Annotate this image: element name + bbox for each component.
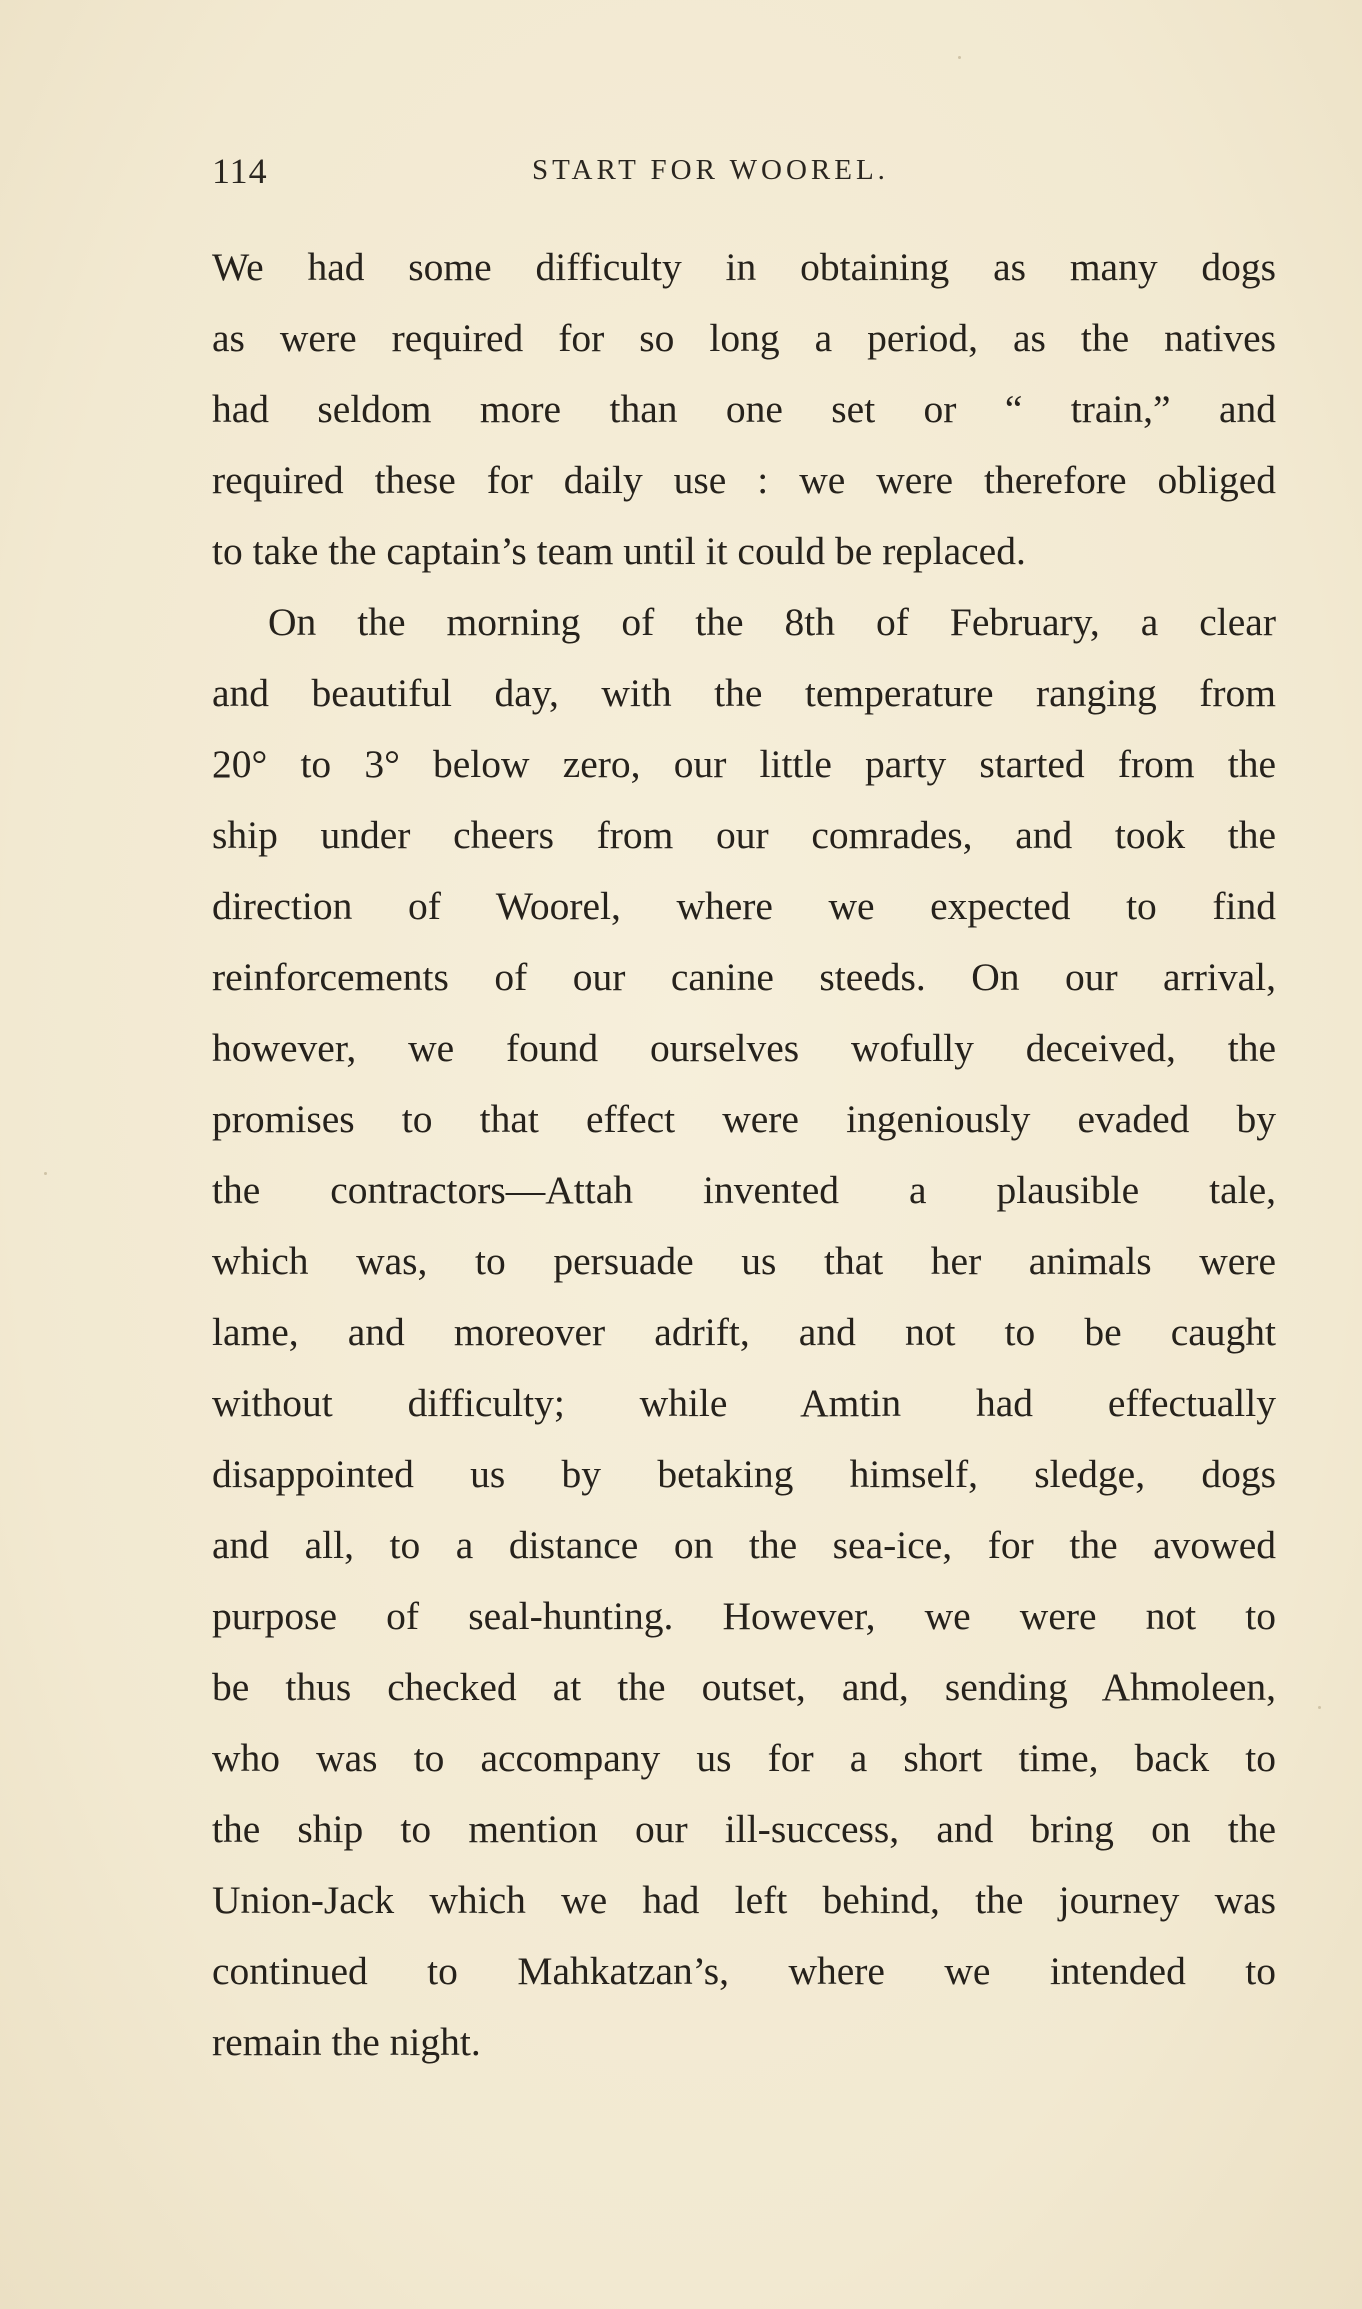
page-header — [212, 150, 1274, 200]
text-line: promises to that effect were ingeniously evaded by — [212, 1097, 1276, 1141]
text-line: required these for daily use : we were therefore obliged — [212, 458, 1276, 502]
text-line: direction of Woorel, where we expected to find — [212, 884, 1276, 928]
text-line: the ship to mention our ill-success, and bring on the — [212, 1807, 1276, 1851]
text-line: remain the night. — [212, 2020, 481, 2064]
text-line: On the morning of the 8th of February, a clear — [268, 600, 1276, 644]
text-line: lame, and moreover adrift, and not to be caught — [212, 1310, 1276, 1354]
text-line: ship under cheers from our comrades, and took the — [212, 813, 1276, 857]
text-line: reinforcements of our canine steeds. On our arrival, — [212, 955, 1276, 999]
body-text — [212, 232, 1276, 2078]
text-line: disappointed us by betaking himself, sledge, dogs — [212, 1452, 1276, 1496]
text-line: and beautiful day, with the temperature ranging from — [212, 671, 1276, 715]
text-line: continued to Mahkatzan’s, where we intended to — [212, 1949, 1276, 1993]
text-line: be thus checked at the outset, and, sending Ahmoleen, — [212, 1665, 1276, 1709]
text-line: as were required for so long a period, as the natives — [212, 316, 1276, 360]
page-number: 114 — [212, 151, 268, 191]
text-line: which was, to persuade us that her animals were — [212, 1239, 1276, 1283]
text-line: Union-Jack which we had left behind, the journey was — [212, 1878, 1276, 1922]
paragraph — [212, 232, 1276, 587]
paper-speck — [44, 1172, 47, 1175]
text-line: who was to accompany us for a short time, back to — [212, 1736, 1276, 1780]
text-line: the contractors—Attah invented a plausible tale, — [212, 1168, 1276, 1212]
text-line: and all, to a distance on the sea-ice, for the avowed — [212, 1523, 1276, 1567]
text-line: had seldom more than one set or “ train,” and — [212, 387, 1276, 431]
paragraph — [212, 587, 1276, 2078]
paper-speck — [1318, 1706, 1321, 1709]
text-line: however, we found ourselves wofully deceived, the — [212, 1026, 1276, 1070]
text-line: to take the captain’s team until it could be replaced. — [212, 529, 1026, 573]
paper-speck — [958, 56, 961, 59]
running-head: START FOR WOOREL. — [532, 154, 889, 186]
text-line: purpose of seal-hunting. However, we were not to — [212, 1594, 1276, 1638]
text-line: We had some difficulty in obtaining as many dogs — [212, 245, 1276, 289]
text-line: 20° to 3° below zero, our little party started from the — [212, 742, 1276, 786]
text-line: without difficulty; while Amtin had effectually — [212, 1381, 1276, 1425]
